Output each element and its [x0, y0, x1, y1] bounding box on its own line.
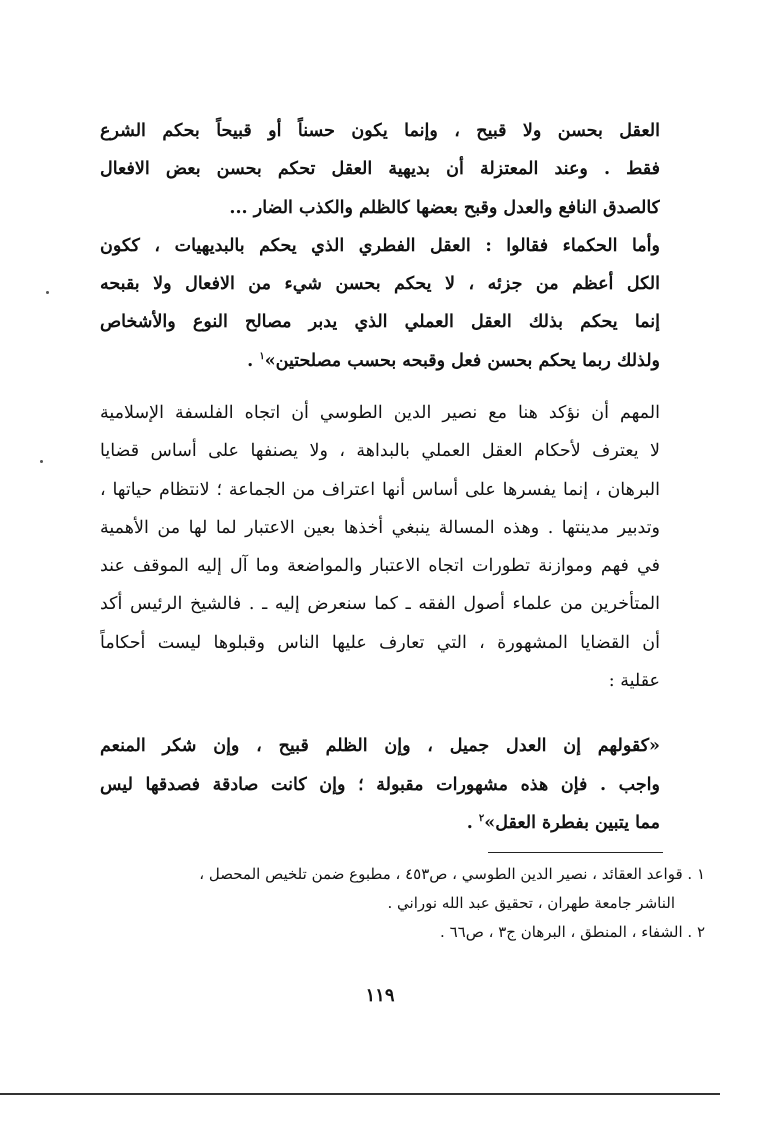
- body-line: عقلية :: [608, 671, 660, 692]
- body-line: المهم أن نؤكد هنا مع نصير الدين الطوسي أن اتجاه الفلسفة الإسلامية: [100, 403, 660, 423]
- quote-line: وأما الحكماء فقالوا : العقل الفطري الذي يحكم بالبديهيات ، ككون: [100, 235, 660, 256]
- quote-line: الكل أعظم من جزئه ، لا يحكم بحسن شيء من الافعال ولا بقبحه: [100, 274, 660, 295]
- scan-speck: [40, 460, 43, 463]
- quote-line: العقل بحسن ولا قبيح ، وإنما يكون حسناً أو قبيحاً بحكم الشرع: [100, 121, 660, 141]
- quote-line: واجب . فإن هذه مشهورات مقبولة ؛ وإن كانت صادقة فصدقها ليس: [100, 774, 660, 795]
- quote-end-punct: .: [247, 350, 260, 371]
- footnote-item: ١ . قواعد العقائد ، نصير الدين الطوسي ، ص٤٥٣ ، مطبوع ضمن تلخيص المحصل ،: [199, 865, 705, 883]
- footnote-ref[interactable]: ٢: [478, 813, 485, 825]
- scan-speck: [46, 291, 49, 294]
- footnote-separator: [488, 852, 663, 853]
- quote-line-last: [100, 342, 660, 380]
- quote-line: «كقولهم إن العدل جميل ، وإن الظلم قبيح ، وإن شكر المنعم: [100, 736, 660, 756]
- body-line: وتدبير مدينتها . وهذه المسالة ينبغي أخذها بعين الاعتبار لما لها من الأهمية: [100, 517, 660, 538]
- quoted-passage-2: [100, 727, 660, 843]
- footnote-item-continuation: الناشر جامعة طهران ، تحقيق عبد الله نوراني .: [387, 894, 675, 912]
- quote-line-last: [100, 804, 660, 843]
- footnote-ref[interactable]: ١: [259, 350, 265, 362]
- footnotes: [55, 860, 705, 947]
- body-line: في فهم وموازنة تطورات اتجاه الاعتبار والمواضعة وما آل إليه الموقف عند: [100, 556, 660, 577]
- body-paragraph: [100, 394, 660, 700]
- footnote-item: ٢ . الشفاء ، المنطق ، البرهان ج٣ ، ص٦٦ .: [440, 923, 705, 941]
- quote-end-punct: .: [466, 813, 479, 833]
- body-line: البرهان ، إنما يفسرها على أساس أنها اعتراف من الجماعة ؛ لانتظام حياتها ،: [100, 479, 660, 500]
- quoted-passage-1: [100, 112, 660, 380]
- body-line: لا يعترف لأحكام العقل العملي بالبداهة ، ولا يصنفها على أساس قضايا: [100, 441, 660, 462]
- page-bottom-rule: [0, 1093, 720, 1095]
- quote-line: فقط . وعند المعتزلة أن بديهية العقل تحكم بحسن بعض الافعال: [100, 159, 660, 180]
- quote-line: كالصدق النافع والعدل وقبح بعضها كالظلم والكذب الضار ...: [229, 197, 660, 218]
- body-line: المتأخرين من علماء أصول الفقه ـ كما سنعرض إليه ـ . فالشيخ الرئيس أكد: [100, 594, 660, 615]
- quote-text: ولذلك ربما يحكم بحسن فعل وقبحه بحسب مصلحتين»: [264, 350, 660, 371]
- body-line: أن القضايا المشهورة ، التي تعارف عليها الناس وقبلوها ليست أحكاماً: [100, 632, 660, 653]
- quote-text: مما يتبين بفطرة العقل»: [484, 813, 660, 833]
- page-number: ١١٩: [365, 985, 395, 1006]
- quote-line: إنما يحكم بذلك العقل العملي الذي يدبر مصالح النوع والأشخاص: [100, 312, 660, 333]
